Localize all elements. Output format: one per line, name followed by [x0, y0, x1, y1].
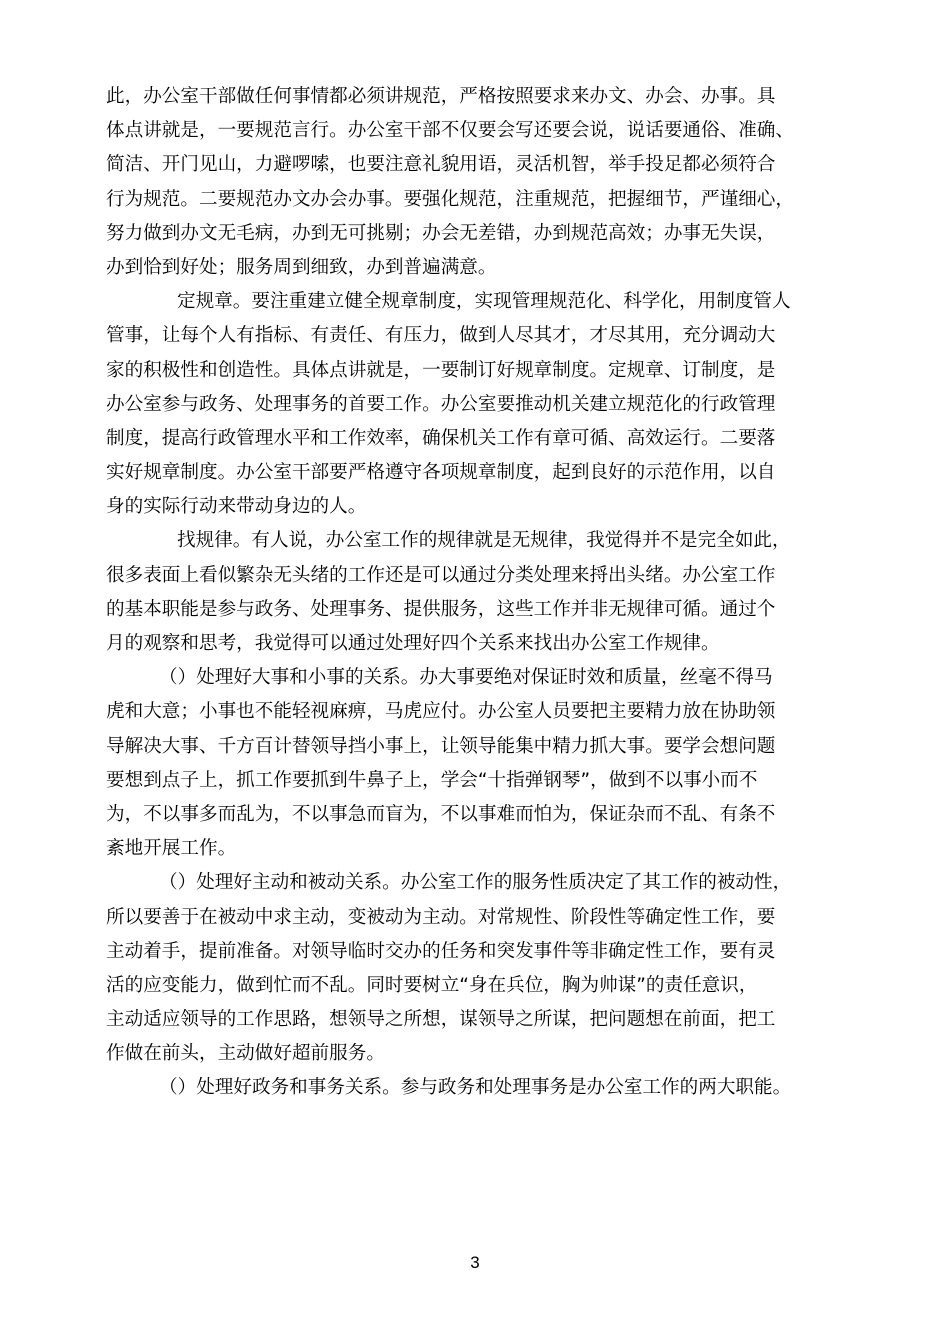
- text-line: 体点讲就是，一要规范言行。办公室干部不仅要会写还要会说，说话要通俗、准确、: [106, 120, 794, 142]
- text-line: 努力做到办文无毛病，办到无可挑剔；办会无差错，办到规范高效；办事无失误，: [106, 222, 776, 244]
- text-line: 所以要善于在被动中求主动，变被动为主动。对常规性、阶段性等确定性工作，要: [106, 906, 776, 928]
- text-line: （）处理好大事和小事的关系。办大事要绝对保证时效和质量，丝毫不得马: [159, 667, 773, 689]
- text-line: （）处理好主动和被动关系。办公室工作的服务性质决定了其工作的被动性，: [159, 872, 792, 894]
- text-line: 的基本职能是参与政务、处理事务、提供服务，这些工作并非无规律可循。通过个: [106, 598, 776, 620]
- paragraph-1: [106, 80, 852, 285]
- paragraph-5: [106, 866, 852, 1071]
- text-line: 管事，让每个人有指标、有责任、有压力，做到人尽其才，才尽其用，充分调动大: [106, 325, 776, 347]
- text-line: （）处理好政务和事务关系。参与政务和处理事务是办公室工作的两大职能。: [159, 1077, 792, 1099]
- text-line: 主动着手，提前准备。对领导临时交办的任务和突发事件等非确定性工作，要有灵: [106, 940, 776, 962]
- text-line: 主动适应领导的工作思路，想领导之所想，谋领导之所谋，把问题想在前面，把工: [106, 1009, 776, 1031]
- paragraph-4: [106, 661, 852, 866]
- text-line: 很多表面上看似繁杂无头绪的工作还是可以通过分类处理来捋出头绪。办公室工作: [106, 564, 776, 586]
- paragraph-6: [106, 1071, 852, 1105]
- text-line: 找规律。有人说，办公室工作的规律就是无规律，我觉得并不是完全如此，: [177, 530, 791, 552]
- page-number: 3: [470, 1253, 480, 1272]
- text-line: 办到恰到好处；服务周到细致，办到普遍满意。: [106, 256, 497, 278]
- text-line: 虎和大意；小事也不能轻视麻痹，马虎应付。办公室人员要把主要精力放在协助领: [106, 701, 776, 723]
- text-line: 月的观察和思考，我觉得可以通过处理好四个关系来找出办公室工作规律。: [106, 633, 720, 654]
- text-line: 活的应变能力，做到忙而不乱。同时要树立“身在兵位，胸为帅谋”的责任意识，: [106, 974, 758, 996]
- text-line: 家的积极性和创造性。具体点讲就是，一要制订好规章制度。定规章、订制度，是: [106, 359, 776, 381]
- text-line: 身的实际行动来带动身边的人。: [106, 496, 367, 518]
- text-line: 此，办公室干部做任何事情都必须讲规范，严格按照要求来办文、办会、办事。具: [106, 86, 776, 107]
- text-line: 制度，提高行政管理水平和工作效率，确保机关工作有章可循、高效运行。二要落: [106, 427, 776, 449]
- text-line: 作做在前头，主动做好超前服务。: [106, 1043, 385, 1065]
- paragraph-3: [106, 524, 852, 661]
- text-line: 为，不以事多而乱为，不以事急而盲为，不以事难而怕为，保证杂而不乱、有条不: [106, 803, 776, 825]
- text-line: 行为规范。二要规范办文办会办事。要强化规范，注重规范，把握细节，严谨细心，: [106, 188, 794, 210]
- text-line: 实好规章制度。办公室干部要严格遵守各项规章制度，起到良好的示范作用，以自: [106, 462, 776, 484]
- text-line: 紊地开展工作。: [106, 838, 237, 860]
- text-line: 定规章。要注重建立健全规章制度，实现管理规范化、科学化，用制度管人: [177, 291, 791, 313]
- document-body: [106, 80, 852, 1106]
- text-line: 办公室参与政务、处理事务的首要工作。办公室要推动机关建立规范化的行政管理: [106, 393, 776, 415]
- paragraph-2: [106, 285, 852, 524]
- text-line: 导解决大事、千方百计替领导挡小事上，让领导能集中精力抓大事。要学会想问题: [106, 735, 776, 757]
- text-line: 简洁、开门见山，力避啰嗦，也要注意礼貌用语，灵活机智，举手投足都必须符合: [106, 154, 776, 176]
- text-line: 要想到点子上，抓工作要抓到牛鼻子上，学会“十指弹钢琴”，做到不以事小而不: [106, 769, 758, 791]
